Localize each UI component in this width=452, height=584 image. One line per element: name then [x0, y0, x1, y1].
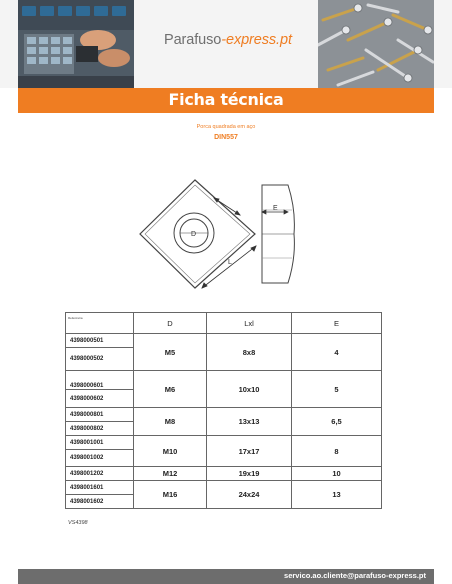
cell-e: 5: [292, 371, 382, 408]
brand-domain: -express.pt: [221, 32, 292, 48]
cell-e: 6,5: [292, 408, 382, 436]
screws-pile-photo: [318, 0, 434, 88]
label-l: L: [228, 259, 232, 266]
cell-lxl: 24x24: [207, 481, 292, 509]
header-reference: Referência: [66, 313, 134, 334]
product-code: 4398000801: [66, 408, 134, 422]
spec-table: [65, 312, 382, 509]
cell-d: M12: [134, 467, 207, 481]
cell-d: M16: [134, 481, 207, 509]
product-code: 4398001202: [66, 467, 134, 481]
header-d: D: [134, 313, 207, 334]
table-row: [66, 408, 382, 422]
table-row: [66, 481, 382, 495]
cell-lxl: 17x17: [207, 436, 292, 467]
cell-d: M10: [134, 436, 207, 467]
title-banner: [18, 88, 434, 113]
table-row: [66, 467, 382, 481]
product-code: 4398000602: [66, 390, 134, 408]
product-code: 4398001602: [66, 495, 134, 509]
label-d: D: [191, 231, 197, 238]
cell-d: M6: [134, 371, 207, 408]
table-row: [66, 371, 382, 390]
contact-email-link[interactable]: servico.ao.cliente@parafuso-express.pt: [284, 571, 426, 580]
table-row: [66, 436, 382, 450]
cell-lxl: 8x8: [207, 334, 292, 371]
product-code: 4398001001: [66, 436, 134, 450]
cell-e: 10: [292, 467, 382, 481]
product-description: Porca quadrada em aço: [196, 124, 256, 130]
square-nut-front-view: [140, 180, 255, 288]
page-title: Ficha técnica: [168, 90, 284, 109]
product-standard: DIN557: [214, 134, 238, 141]
hands-organizing-screws-photo: [18, 0, 134, 88]
cell-e: 8: [292, 436, 382, 467]
product-code: 4398000501: [66, 334, 134, 348]
document-code: VS4398: [68, 520, 88, 526]
nut-technical-drawing: [130, 170, 330, 300]
product-code: 4398000802: [66, 422, 134, 436]
product-code: 4398000601: [66, 371, 134, 390]
header-lxl: Lxl: [207, 313, 292, 334]
brand-name: Parafuso: [164, 32, 222, 48]
product-code: 4398000502: [66, 348, 134, 371]
page-header: [0, 0, 452, 88]
cell-lxl: 13x13: [207, 408, 292, 436]
table-header-row: [66, 313, 382, 334]
cell-e: 13: [292, 481, 382, 509]
cell-lxl: 19x19: [207, 467, 292, 481]
cell-d: M5: [134, 334, 207, 371]
product-code: 4398001601: [66, 481, 134, 495]
brand-logo: [164, 32, 292, 48]
header-e: E: [292, 313, 382, 334]
cell-d: M8: [134, 408, 207, 436]
label-e: E: [273, 205, 278, 212]
product-code: 4398001002: [66, 450, 134, 467]
page-footer: [18, 569, 434, 584]
table-row: [66, 334, 382, 348]
square-nut-side-view: [262, 185, 294, 283]
cell-lxl: 10x10: [207, 371, 292, 408]
cell-e: 4: [292, 334, 382, 371]
